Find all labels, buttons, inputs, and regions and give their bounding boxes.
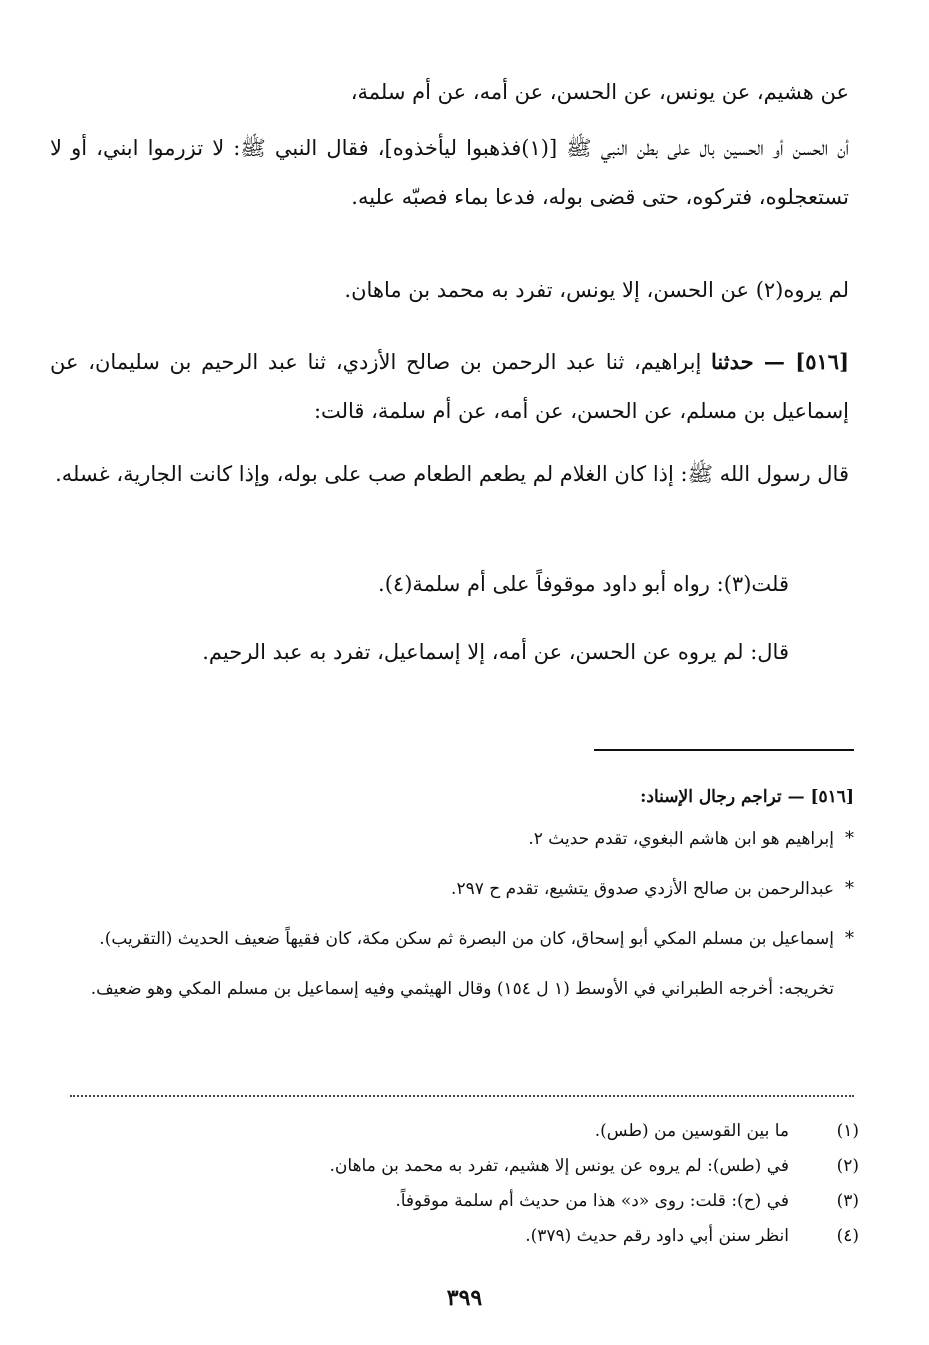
commentary-section — [55, 777, 854, 1007]
main-paragraph-4 — [50, 337, 849, 436]
commentary-bullet-text: عبدالرحمن بن صالح الأزدي صدوق يتشيع، تقدم ح ٢٩٧. — [451, 879, 834, 899]
bullet-star-icon: * — [845, 828, 854, 849]
hadith-chain-text: إبراهيم، ثنا عبد الرحمن بن صالح الأزدي، ثنا عبد الرحيم بن سليمان، عن إسماعيل بن مسلم، عن الحسن، عن أمه، عن أم سلمة، قالت: — [50, 350, 849, 423]
commentary-heading: [٥١٦] — تراجم رجال الإسناد: — [640, 787, 854, 807]
footnote-item — [70, 1149, 859, 1184]
footnote-separator-line — [594, 749, 854, 751]
takhrij-note: تخريجه: أخرجه الطبراني في الأوسط (١ ل ١٥٤) وقال الهيثمي وفيه إسماعيل بن مسلم المكي وهو ضعيف. — [90, 979, 834, 999]
footnote-number: (٤) — [836, 1226, 859, 1246]
footnote-item — [70, 1114, 859, 1149]
footnote-number: (٣) — [836, 1191, 859, 1211]
commentary-bullet-text: إبراهيم هو ابن هاشم البغوي، تقدم حديث ٢. — [528, 829, 834, 849]
commentary-bullet — [55, 821, 854, 857]
main-paragraph-5: قال رسول الله ﷺ: إذا كان الغلام لم يطعم الطعام صب على بوله، وإذا كانت الجارية، غسله. — [55, 462, 849, 486]
main-paragraph-2: أن الحسن أو الحسين بال على بطن النبي ﷺ [(١)فذهبوا ليأخذوه]، فقال النبي ﷺ: لا تزرموا ابني، أو لا تستعجلوه، فتركوه، حتى قضى بوله، فدعا بماء فصبّه عليه. — [50, 136, 849, 209]
commentary-bullet-text: إسماعيل بن مسلم المكي أبو إسحاق، كان من البصرة ثم سكن مكة، كان فقيهاً ضعيف الحديث (التقريب). — [99, 929, 834, 949]
footnote-number: (١) — [836, 1121, 859, 1141]
footnote-item — [70, 1219, 859, 1254]
page-number: ٣٩٩ — [446, 1285, 483, 1311]
footnote-number: (٢) — [836, 1156, 859, 1176]
footnote-item — [70, 1184, 859, 1219]
commentary-bullet — [55, 921, 854, 957]
footnotes-list — [70, 1114, 859, 1254]
bullet-star-icon: * — [845, 878, 854, 899]
main-paragraph-1: عن هشيم، عن يونس، عن الحسن، عن أمه، عن أم سلمة، — [350, 80, 849, 104]
commentary-bullet — [55, 871, 854, 907]
bullet-star-icon: * — [845, 928, 854, 949]
footnote-text: انظر سنن أبي داود رقم حديث (٣٧٩). — [525, 1226, 789, 1246]
footnote-dotted-separator — [70, 1095, 854, 1097]
main-paragraph-3: لم يروه(٢) عن الحسن، إلا يونس، تفرد به محمد بن ماهان. — [344, 278, 849, 302]
hadith-number-heading: [٥١٦] — حدثنا — [711, 349, 849, 374]
footnote-text: في (ح): قلت: روى «د» هذا من حديث أم سلمة موقوفاً. — [395, 1191, 789, 1211]
main-paragraph-7: قال: لم يروه عن الحسن، عن أمه، إلا إسماعيل، تفرد به عبد الرحيم. — [202, 640, 789, 664]
footnote-text: في (طس): لم يروه عن يونس إلا هشيم، تفرد به محمد بن ماهان. — [329, 1156, 789, 1176]
footnote-text: ما بين القوسين من (طس). — [594, 1121, 789, 1141]
main-paragraph-6: قلت(٣): رواه أبو داود موقوفاً على أم سلمة(٤). — [378, 572, 789, 596]
